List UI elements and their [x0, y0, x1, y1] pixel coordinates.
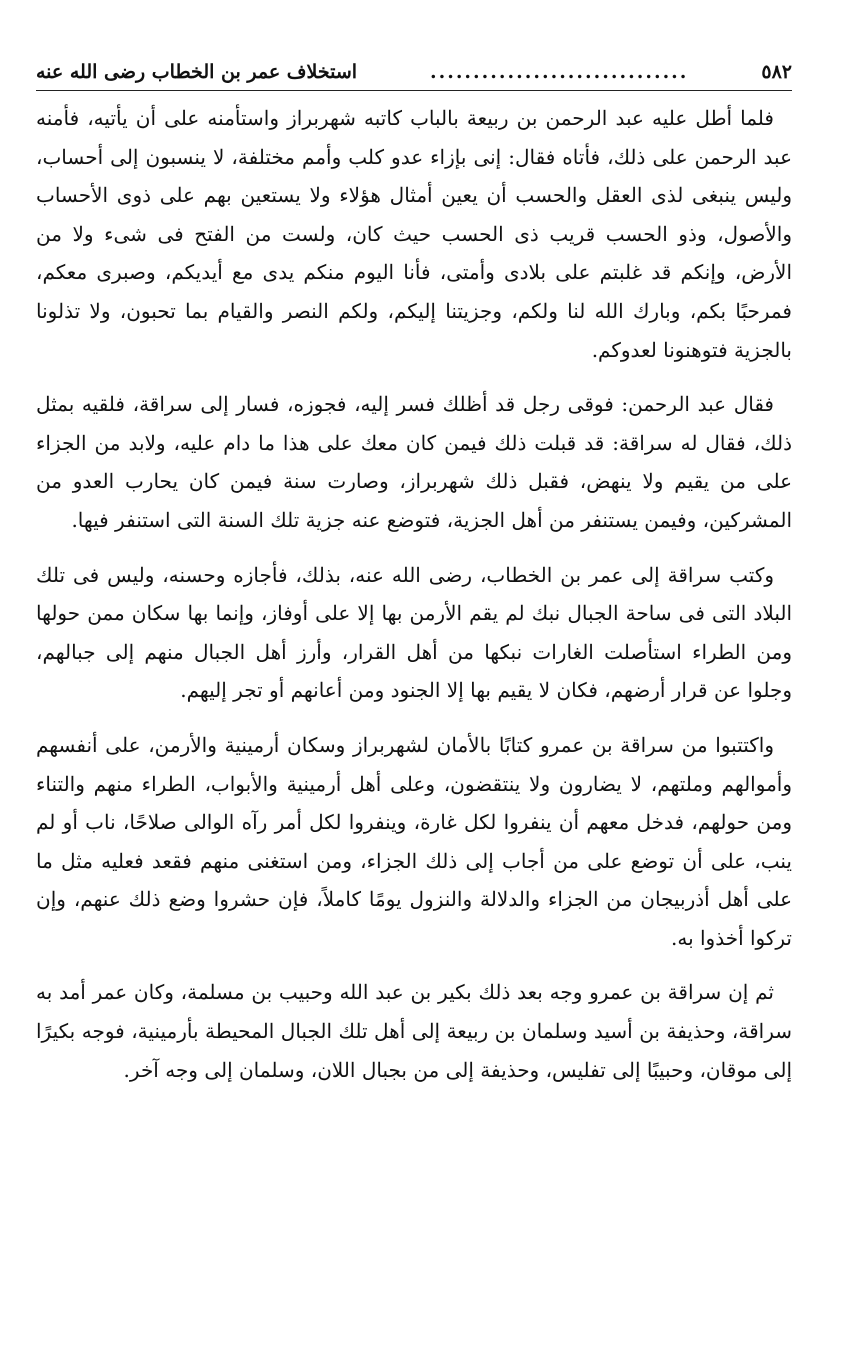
running-title: استخلاف عمر بن الخطاب رضى الله عنه: [36, 61, 358, 83]
paragraph-1: فلما أطل عليه عبد الرحمن بن ربيعة بالباب كاتبه شهربراز واستأمنه على أن يأتيه، فأمنه عبد الرحمن على ذلك، فأتاه فقال: إنى بإزاء عدو كلب وأمم مختلفة، لا ينسبون إلى أحساب، وليس ينبغى لذى العقل والحسب أن يعين أمثال هؤلاء ولا يستعين بهم على ذوى الأحساب والأصول، وذو الحسب قريب ذى الحسب حيث كان، ولست من الفتح فى شىء ولا من الأرض، وإنكم قد غلبتم على بلادى وأمتى، فأنا اليوم منكم يدى مع أيديكم، وصبرى معكم، فمرحبًا بكم، وبارك الله لنا ولكم، وجزيتنا إليكم، ولكم النصر والقيام بما تحبون، ولا تذلونا بالجزية فتوهنونا لعدوكم.: [36, 106, 792, 362]
page-number: ٥٨٢: [761, 61, 792, 83]
body-text: [36, 99, 792, 1089]
paragraph-3: وكتب سراقة إلى عمر بن الخطاب، رضى الله عنه، بذلك، فأجازه وحسنه، وليس فى تلك البلاد التى فى ساحة الجبال نبك لم يقم الأرمن بها إلا على أوفاز، وإنما بها سكان ممن حولها ومن الطراء استأصلت الغارات نبكها من أهل القرار، وأرز أهل الجبال منهم إلى جبالهم، وجلوا عن قرار أرضهم، فكان لا يقيم بها إلا الجنود ومن أعانهم أو تجر إليهم.: [36, 562, 792, 703]
book-page: [36, 56, 792, 1105]
paragraph-2: فقال عبد الرحمن: فوقى رجل قد أظلك فسر إليه، فجوزه، فسار إلى سراقة، فلقيه بمثل ذلك، فقال له سراقة: قد قبلت ذلك فيمن كان معك على هذا ما دام عليه، ولابد من الجزاء على من يقيم ولا ينهض، فقبل ذلك شهربراز، وصارت سنة فيمن كان يحارب العدو من المشركين، وفيمن يستنفر من أهل الجزية، فتوضع عنه جزية تلك السنة التى استنفر فيها.: [36, 392, 792, 532]
running-header: [36, 56, 792, 91]
paragraph-5: ثم إن سراقة بن عمرو وجه بعد ذلك بكير بن عبد الله وحبيب بن مسلمة، وكان عمر أمد به سراقة، وحذيفة بن أسيد وسلمان بن ربيعة إلى أهل تلك الجبال المحيطة بأرمينية، فوجه بكيرًا إلى موقان، وحبيبًا إلى تفليس، وحذيفة إلى من بجبال اللان، وسلمان إلى وجه آخر.: [36, 980, 792, 1082]
leader-dots: ..............................: [429, 61, 689, 83]
paragraph-4: واكتتبوا من سراقة بن عمرو كتابًا بالأمان لشهربراز وسكان أرمينية والأرمن، على أنفسهم وأموالهم وملتهم، لا يضارون ولا ينتقضون، وعلى أهل أرمينية والأبواب، الطراء منهم والتناء ومن حولهم، فدخل معهم أن ينفروا لكل غارة، وينفروا لكل أمر رآه الوالى صلاحًا، ناب أو لم ينب، على أن توضع على من أجاب إلى ذلك الجزاء، ومن استغنى منهم فقعد فعليه مثل ما على أهل أذربيجان من الجزاء والدلالة والنزول يومًا كاملاً، فإن حشروا وضع ذلك عنهم، وإن تركوا أخذوا به.: [36, 732, 792, 950]
